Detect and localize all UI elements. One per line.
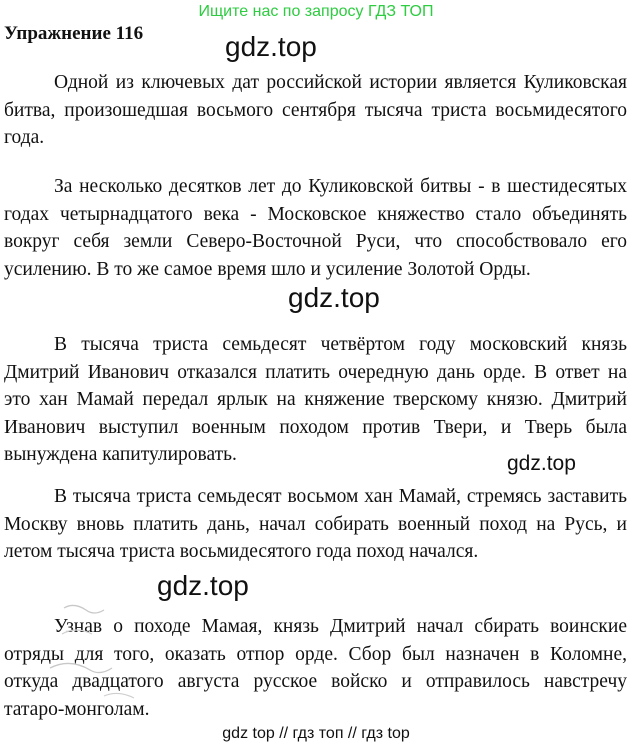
paragraph-1: Одной из ключевых дат российской истории является Куликовская битва, произошедшая восьмого сентября тысяча триста восьмидесятого года. [4,72,627,148]
watermark: gdz.top [225,31,317,62]
paragraph-5: Узнав о походе Мамая, князь Дмитрий начал сбирать воинские отряды для того, оказать отпор орде. Сбор был назначен в Коломне, откуда двадцатого августа русское войско и отправилось навстречу татаро-монголам. [4,616,627,720]
paragraph-4: В тысяча триста семьдесят восьмом хан Мамай, стремясь заставить Москву вновь платить дань, начал собирать военный поход на Русь, и летом тысяча триста восьмидесятого года поход начался. [4,486,627,562]
footer-watermark: gdz top // гдз топ // гдз top [222,725,410,742]
watermark: gdz.top [157,570,249,601]
promo-banner: Ищите нас по запросу ГДЗ ТОП [198,3,434,20]
watermark: gdz.top [288,282,380,313]
exercise-title: Упражнение 116 [4,23,144,44]
paragraph-2: За несколько десятков лет до Куликовской битвы - в шестидесятых годах четырнадцатого века - Московское княжество стало объединять вокруг себя земли Северо-Восточной Руси, что способствовало его усилению. В то же самое время шло и усиление Золотой Орды. [4,176,627,280]
watermark: gdz.top [507,452,576,475]
paragraph-3: В тысяча триста семьдесят четвёртом году московский князь Дмитрий Иванович отказался платить очередную дань орде. В ответ на это хан Мамай передал ярлык на княжение тверскому князю. Дмитрий Иванович выступил военным походом против Твери, и Тверь была вынуждена капитулировать. [4,334,627,465]
